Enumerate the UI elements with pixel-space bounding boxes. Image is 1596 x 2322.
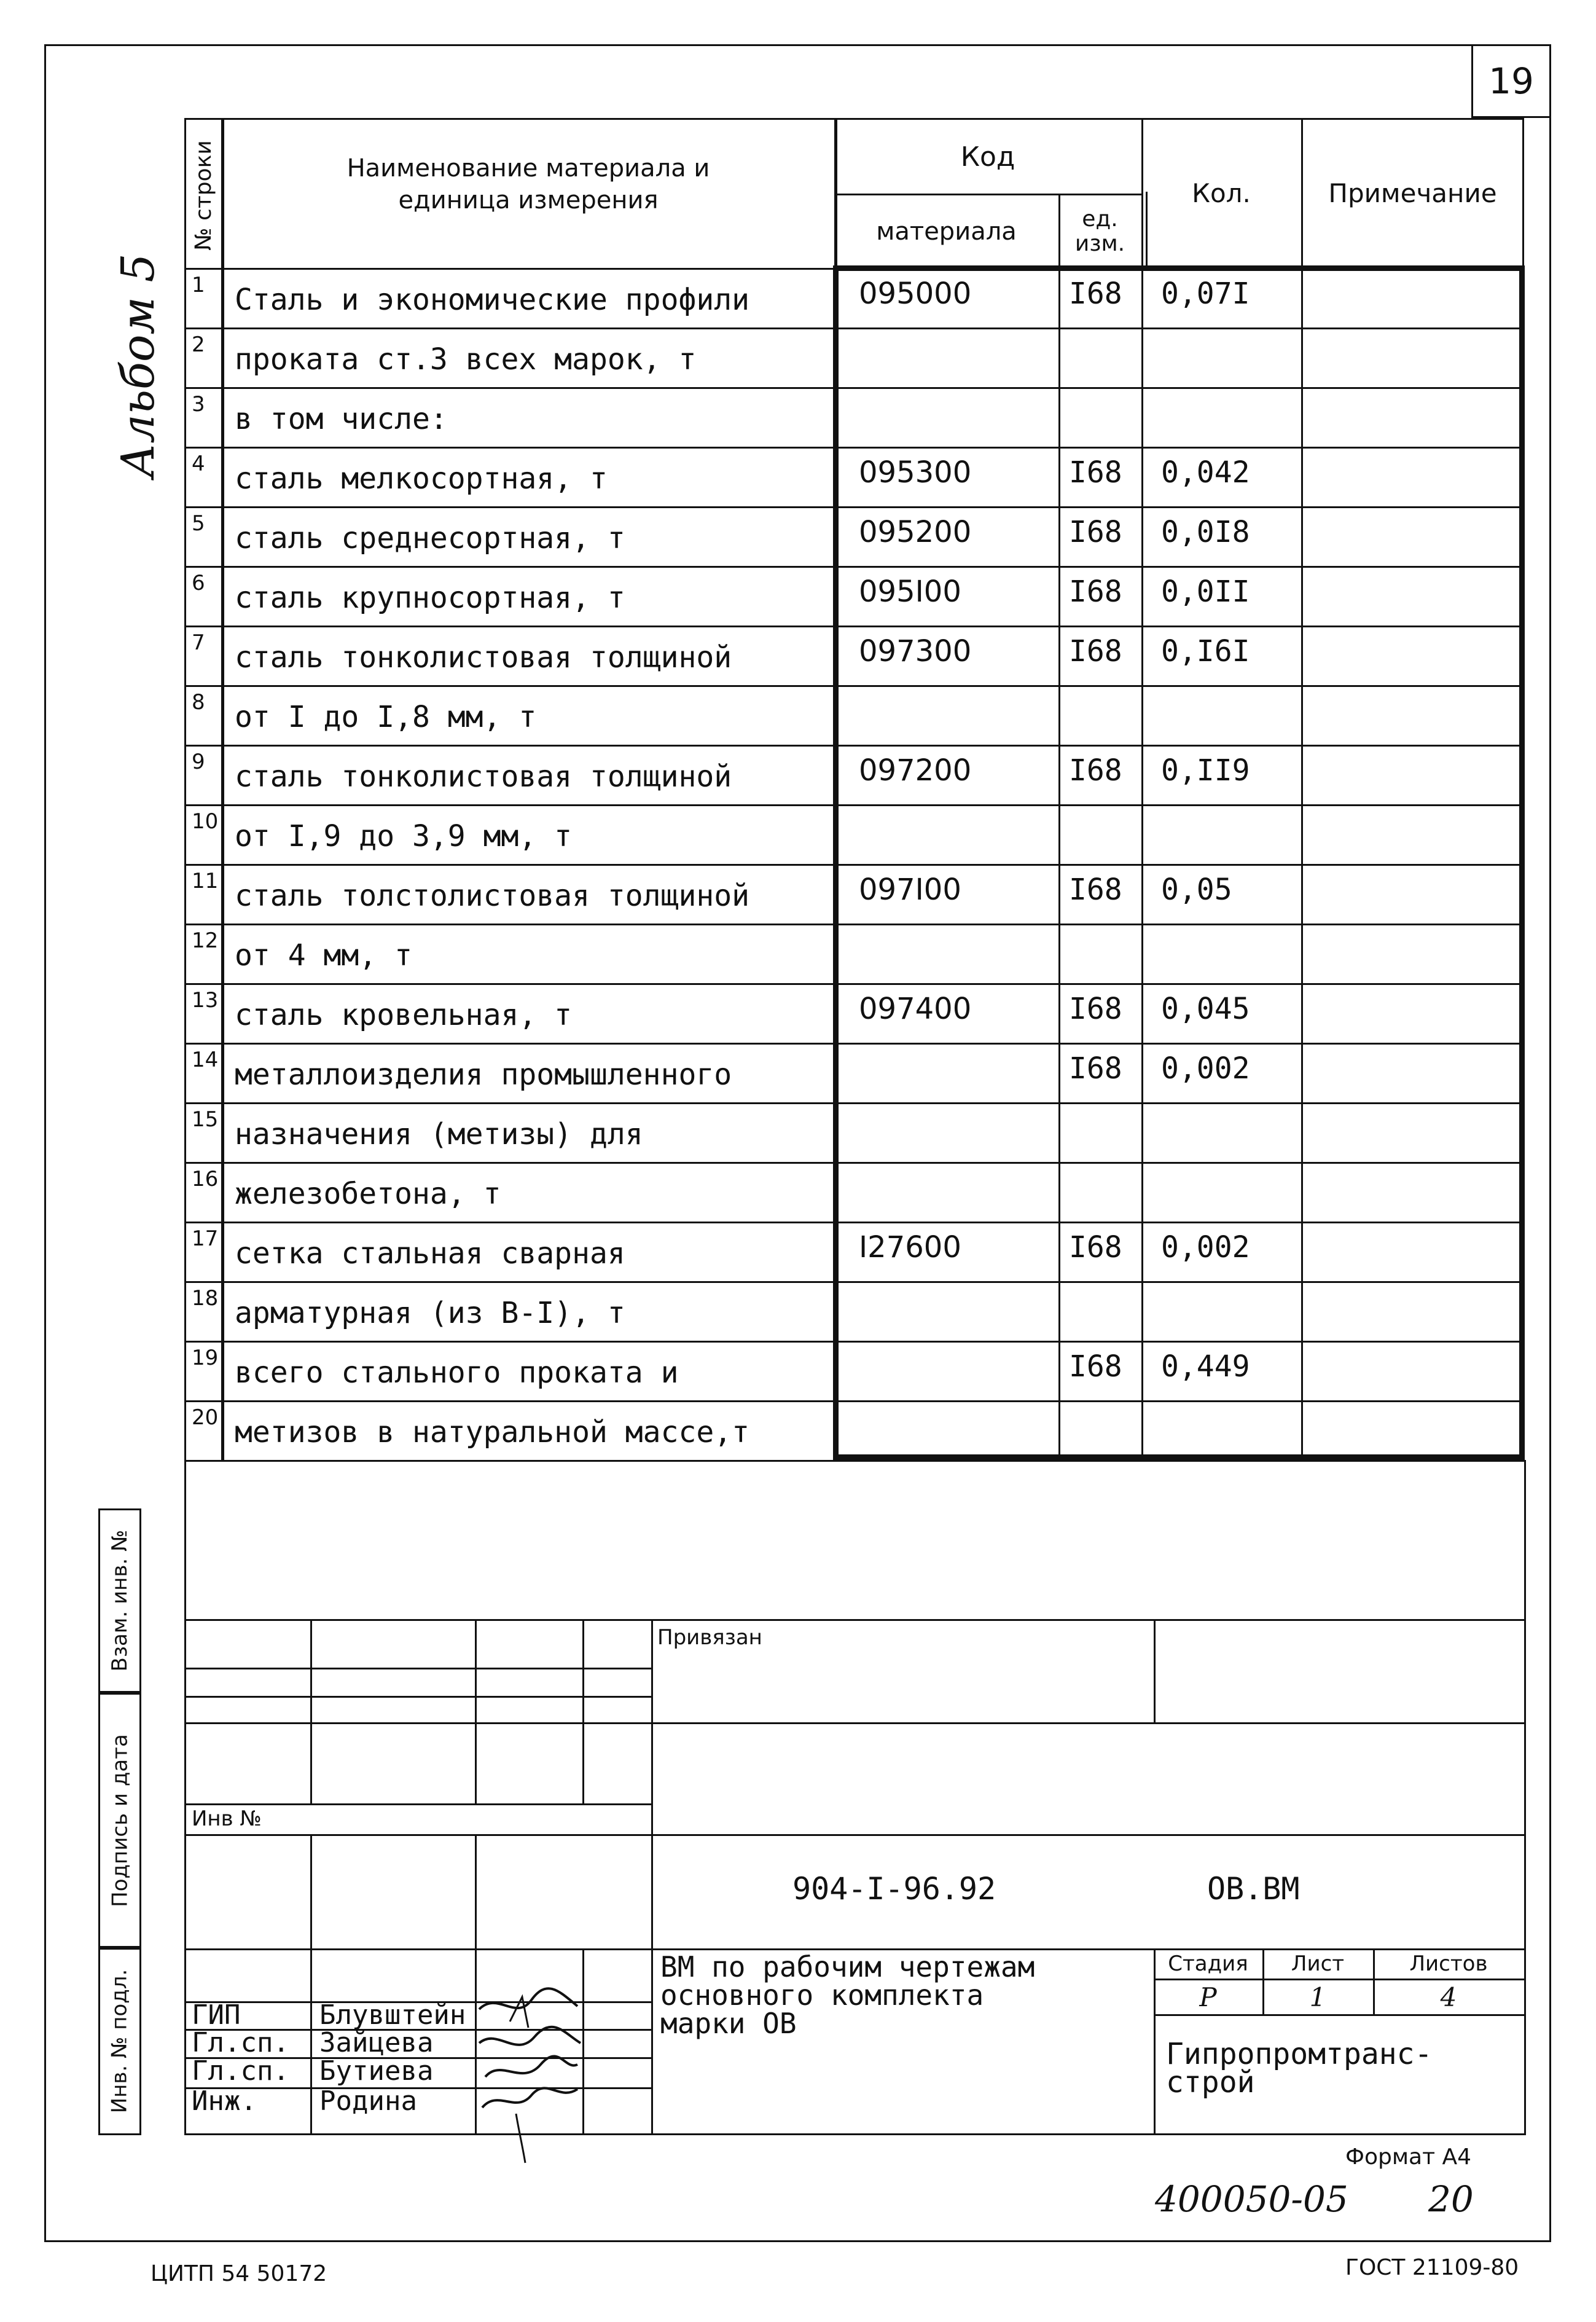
footer-right: ГОСТ 21109-80 — [1345, 2255, 1519, 2280]
table-row — [184, 1341, 1524, 1400]
side-stamp-inv-podl-text: Инв. № подл. — [107, 1969, 132, 2114]
note-cell — [1304, 1341, 1524, 1400]
quantity: 0,002 — [1161, 1051, 1250, 1086]
note-cell — [1304, 387, 1524, 447]
note-cell — [1304, 506, 1524, 566]
unit-code: I68 — [1069, 455, 1122, 490]
format-label: Формат А4 — [1345, 2144, 1472, 2170]
material-name: назначения (метизы) для — [235, 1117, 643, 1151]
row-number: 8 — [192, 690, 205, 715]
side-stamp-vzam-text: Взам. инв. № — [108, 1529, 132, 1672]
unit-code: I68 — [1069, 753, 1122, 788]
material-name: всего стального проката и — [235, 1355, 679, 1390]
material-code: 095200 — [859, 515, 972, 549]
quantity: 0,0I8 — [1161, 515, 1250, 549]
unit-code: I68 — [1069, 1230, 1122, 1265]
note-cell — [1304, 328, 1524, 387]
row-number: 19 — [192, 1346, 219, 1370]
organization — [1166, 2037, 1433, 2100]
table-body — [184, 268, 1524, 1460]
material-code: 095I00 — [859, 575, 961, 609]
material-name: сталь кровельная, т — [235, 998, 573, 1032]
note-cell — [1304, 685, 1524, 745]
row-number: 12 — [192, 928, 219, 953]
sheets-label: Листов — [1409, 1951, 1488, 1976]
table-row — [184, 1162, 1524, 1222]
sheet-number-box — [1471, 44, 1551, 118]
header-name — [224, 147, 832, 221]
material-name: от I,9 до 3,9 мм, т — [235, 819, 573, 853]
material-code: 097200 — [859, 753, 972, 788]
material-name: сталь среднесортная, т — [235, 521, 625, 555]
material-code: I27600 — [859, 1230, 961, 1265]
doc-mark: ОВ.ВМ — [1207, 1871, 1300, 1907]
unit-code: I68 — [1069, 634, 1122, 669]
stage-value: Р — [1199, 1982, 1217, 2012]
table-row — [184, 745, 1524, 804]
staff-role: ГИП — [192, 1999, 241, 2031]
row-number: 4 — [192, 452, 205, 476]
quantity: 0,449 — [1161, 1349, 1250, 1384]
unit-code: I68 — [1069, 992, 1122, 1026]
table-row — [184, 804, 1524, 864]
table-row — [184, 1043, 1524, 1102]
material-code: 097400 — [859, 992, 972, 1026]
unit-code: I68 — [1069, 277, 1122, 311]
material-name: проката ст.3 всех марок, т — [235, 342, 697, 377]
material-code: 097300 — [859, 634, 972, 669]
note-cell — [1304, 983, 1524, 1043]
material-name: сталь мелкосортная, т — [235, 461, 608, 496]
quantity: 0,042 — [1161, 455, 1250, 490]
note-cell — [1304, 447, 1524, 506]
signatures — [473, 1985, 596, 2169]
note-cell — [1304, 1400, 1524, 1460]
doc-title — [660, 1950, 1035, 2040]
material-name: железобетона, т — [235, 1177, 501, 1211]
row-number: 11 — [192, 869, 219, 893]
row-number: 3 — [192, 392, 205, 417]
material-name: сталь толстолистовая толщиной — [235, 879, 750, 913]
staff-name: Блувштейн — [319, 1999, 466, 2031]
row-number: 5 — [192, 511, 205, 536]
material-name: сталь тонколистовая толщиной — [235, 640, 732, 675]
handwritten-page: 20 — [1428, 2178, 1474, 2220]
material-code: 095300 — [859, 455, 972, 490]
header-unit-line2: изм. — [1074, 231, 1125, 256]
note-cell — [1304, 1162, 1524, 1222]
note-cell — [1304, 924, 1524, 983]
unit-code: I68 — [1069, 515, 1122, 549]
material-name: арматурная (из В-I), т — [235, 1296, 625, 1330]
table-row — [184, 864, 1524, 924]
quantity: 0,0II — [1161, 575, 1250, 609]
header-name-line1: Наименование материала и — [346, 154, 710, 182]
header-qty: Кол. — [1192, 178, 1251, 208]
inv-no-label: Инв № — [192, 1806, 262, 1831]
doc-title-line3: марки ОВ — [660, 2007, 797, 2040]
row-number: 7 — [192, 630, 205, 655]
doc-code: 904-I-96.92 — [792, 1871, 996, 1907]
table-row — [184, 506, 1524, 566]
organization-line1: Гипропромтранс- — [1166, 2037, 1433, 2071]
row-number: 1 — [192, 273, 205, 297]
row-number: 18 — [192, 1286, 219, 1311]
staff-role: Гл.сп. — [192, 2055, 289, 2087]
quantity: 0,05 — [1161, 873, 1232, 907]
side-stamp-podpis-text: Подпись и дата — [108, 1734, 133, 1907]
row-number: 15 — [192, 1107, 219, 1132]
table-row — [184, 1400, 1524, 1460]
row-number: 13 — [192, 988, 219, 1013]
note-cell — [1304, 804, 1524, 864]
staff-role: Инж. — [192, 2085, 257, 2117]
note-cell — [1304, 745, 1524, 804]
sheet-label: Лист — [1291, 1951, 1345, 1976]
quantity: 0,045 — [1161, 992, 1250, 1026]
material-name: метизов в натуральной массе,т — [235, 1415, 750, 1449]
privyazan-label: Привязан — [657, 1625, 762, 1650]
note-cell — [1304, 864, 1524, 924]
material-name: Сталь и экономические профили — [235, 283, 750, 317]
table-row — [184, 626, 1524, 685]
footer-left: ЦИТП 54 50172 — [151, 2261, 327, 2286]
table-row — [184, 268, 1524, 328]
table-row — [184, 1222, 1524, 1281]
unit-code: I68 — [1069, 575, 1122, 609]
organization-line2: строй — [1166, 2065, 1255, 2100]
unit-code: I68 — [1069, 1051, 1122, 1086]
quantity: 0,II9 — [1161, 753, 1250, 788]
header-unit — [1058, 195, 1141, 268]
row-number: 20 — [192, 1405, 219, 1430]
header-unit-line1: ед. — [1082, 206, 1118, 232]
sheet-number: 19 — [1488, 60, 1534, 102]
header-name-line2: единица измерения — [398, 186, 659, 214]
table-row — [184, 685, 1524, 745]
material-name: сталь тонколистовая толщиной — [235, 759, 732, 794]
material-name: в том числе: — [235, 402, 448, 436]
staff-name: Родина — [319, 2085, 417, 2117]
row-number: 17 — [192, 1226, 219, 1251]
table-row — [184, 387, 1524, 447]
sheet-value: 1 — [1309, 1982, 1326, 2012]
material-code: 095000 — [859, 277, 972, 311]
sheets-value: 4 — [1440, 1982, 1457, 2012]
header-material: материала — [876, 218, 1017, 246]
note-cell — [1304, 566, 1524, 626]
table-row — [184, 328, 1524, 387]
material-code: 097I00 — [859, 873, 961, 907]
material-name: сетка стальная сварная — [235, 1236, 625, 1271]
material-name: от 4 мм, т — [235, 938, 412, 973]
staff-role: Гл.сп. — [192, 2027, 289, 2058]
header-row-no: № строки — [191, 140, 216, 251]
row-number: 2 — [192, 332, 205, 357]
note-cell — [1304, 1222, 1524, 1281]
material-name: от I до I,8 мм, т — [235, 700, 537, 734]
header-code: Код — [960, 141, 1015, 173]
quantity: 0,002 — [1161, 1230, 1250, 1265]
row-number: 6 — [192, 571, 205, 595]
table-row — [184, 924, 1524, 983]
table-row — [184, 1102, 1524, 1162]
note-cell — [1304, 626, 1524, 685]
row-number: 9 — [192, 750, 205, 774]
staff-name: Зайцева — [319, 2027, 434, 2058]
row-number: 10 — [192, 809, 219, 834]
doc-title-line1: ВМ по рабочим чертежам — [660, 1950, 1035, 1983]
album-label: Альбом 5 — [112, 253, 165, 478]
quantity: 0,07I — [1161, 277, 1250, 311]
row-number: 16 — [192, 1167, 219, 1191]
note-cell — [1304, 1281, 1524, 1341]
unit-code: I68 — [1069, 873, 1122, 907]
doc-title-line2: основного комплекта — [660, 1979, 984, 2012]
material-name: сталь крупносортная, т — [235, 581, 625, 615]
handwritten-code: 400050-05 — [1155, 2178, 1348, 2220]
note-cell — [1304, 268, 1524, 328]
stage-label: Стадия — [1168, 1951, 1248, 1976]
table-row — [184, 447, 1524, 506]
note-cell — [1304, 1043, 1524, 1102]
staff-name: Бутиева — [319, 2055, 434, 2087]
table-row — [184, 983, 1524, 1043]
table-row — [184, 1281, 1524, 1341]
table-row — [184, 566, 1524, 626]
header-note: Примечание — [1328, 178, 1497, 208]
quantity: 0,I6I — [1161, 634, 1250, 669]
material-name: металлоизделия промышленного — [235, 1057, 732, 1092]
unit-code: I68 — [1069, 1349, 1122, 1384]
note-cell — [1304, 1102, 1524, 1162]
row-number: 14 — [192, 1048, 219, 1072]
